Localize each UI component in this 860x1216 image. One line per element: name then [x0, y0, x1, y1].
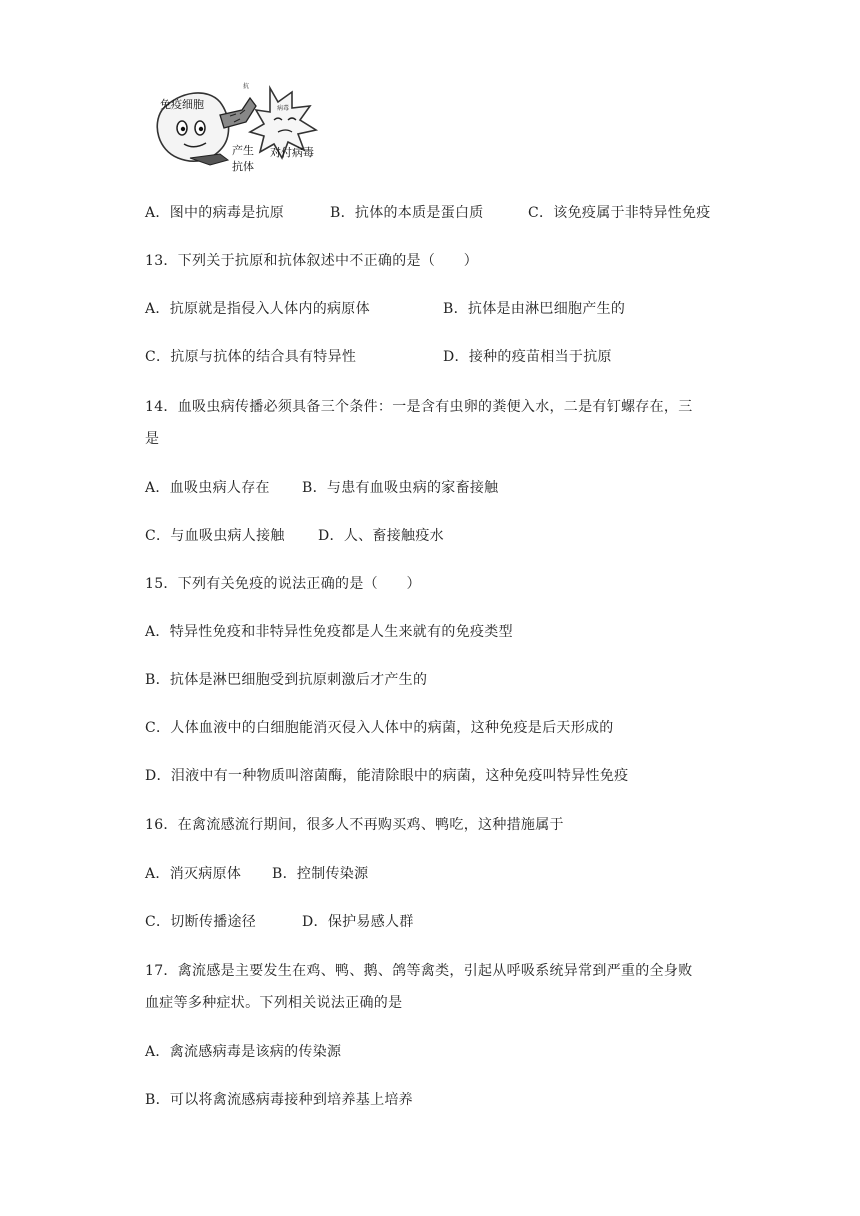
q14-stem-line2: 是 [145, 431, 160, 447]
q17-option-a: A．禽流感病毒是该病的传染源 [145, 1044, 342, 1060]
q16-option-c: C．切断传播途径 [145, 914, 257, 930]
q15-stem: 15．下列有关免疫的说法正确的是（ ） [145, 576, 421, 592]
q15-option-b: B．抗体是淋巴细胞受到抗原刺激后才产生的 [145, 672, 428, 688]
q14-option-d: D．人、畜接触疫水 [318, 528, 444, 544]
q12-option-b: B．抗体的本质是蛋白质 [330, 205, 484, 221]
q14-option-b: B．与患有血吸虫病的家畜接触 [302, 480, 499, 496]
label-produce-2: 抗体 [232, 160, 254, 173]
q12-option-a: A．图中的病毒是抗原 [145, 205, 285, 221]
q13-option-b: B．抗体是由淋巴细胞产生的 [443, 301, 626, 317]
q13-option-c: C．抗原与抗体的结合具有特异性 [145, 349, 357, 365]
q15-option-d: D．泪液中有一种物质叫溶菌酶，能清除眼中的病菌，这种免疫叫特异性免疫 [145, 768, 629, 784]
q17-option-b: B．可以将禽流感病毒接种到培养基上培养 [145, 1092, 413, 1108]
q13-stem: 13．下列关于抗原和抗体叙述中不正确的是（ ） [145, 253, 479, 269]
q16-stem: 16．在禽流感流行期间，很多人不再购买鸡、鸭吃，这种措施属于 [145, 817, 564, 833]
q15-option-c: C．人体血液中的白细胞能消灭侵入人体中的病菌，这种免疫是后天形成的 [145, 720, 614, 736]
q15-option-a: A．特异性免疫和非特异性免疫都是人生来就有的免疫类型 [145, 624, 513, 640]
q14-option-c: C．与血吸虫病人接触 [145, 528, 285, 544]
label-small-2: 病毒 [277, 105, 290, 112]
label-produce-1: 产生 [232, 144, 254, 157]
label-small-1: 抗 [243, 83, 250, 90]
q13-option-a: A．抗原就是指侵入人体内的病原体 [145, 301, 370, 317]
label-immune-cell: 免疫细胞 [160, 98, 204, 111]
q12-option-c: C．该免疫属于非特异性免疫 [528, 205, 711, 221]
label-fight-virus: 对付病毒 [270, 146, 314, 159]
q17-stem-line1: 17．禽流感是主要发生在鸡、鸭、鹅、鸽等禽类，引起从呼吸系统异常到严重的全身败 [145, 963, 693, 979]
q16-option-b: B．控制传染源 [272, 866, 369, 882]
q14-stem-line1: 14．血吸虫病传播必须具备三个条件：一是含有虫卵的粪便入水，二是有钉螺存在，三 [145, 399, 693, 415]
q14-option-a: A．血吸虫病人存在 [145, 480, 270, 496]
immune-cell-virus-figure [150, 70, 340, 175]
q17-stem-line2: 血症等多种症状。下列相关说法正确的是 [145, 995, 403, 1011]
q16-option-a: A．消灭病原体 [145, 866, 242, 882]
q13-option-d: D．接种的疫苗相当于抗原 [443, 349, 612, 365]
q16-option-d: D．保护易感人群 [302, 914, 414, 930]
